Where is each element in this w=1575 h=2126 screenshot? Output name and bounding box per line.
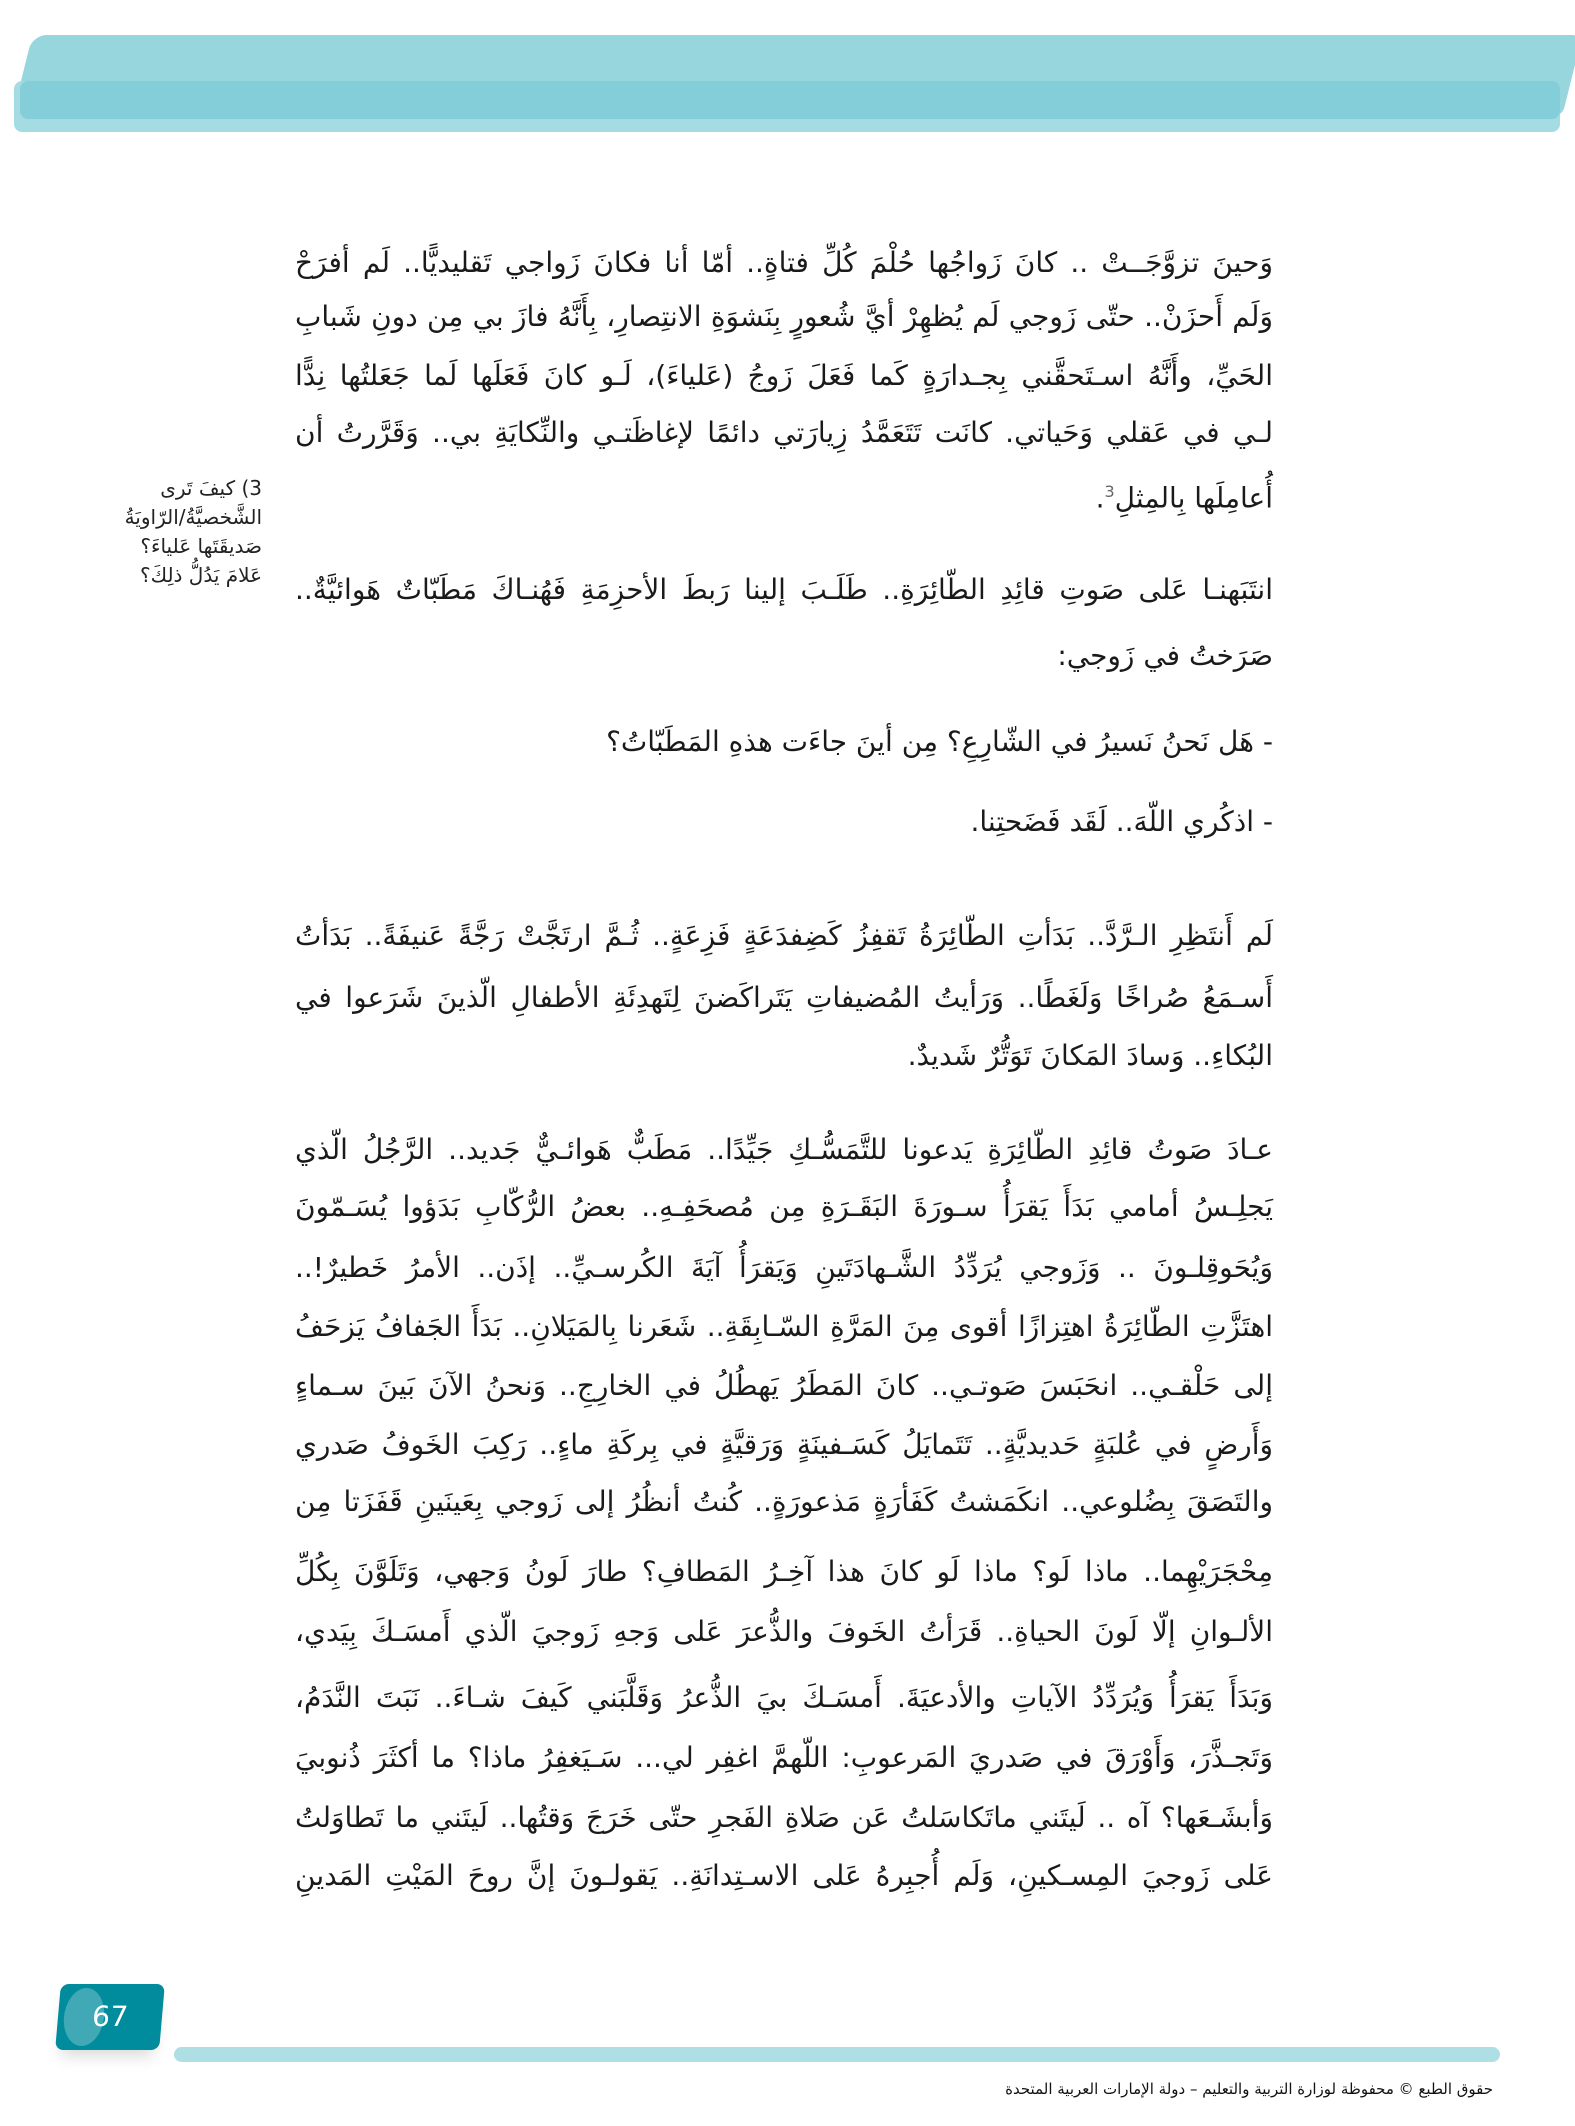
- text-line: لـي في عَقلي وَحَياتي. كانَت تَتَعَمَّدُ زِيارَتي دائمًا لإغاظَتـي والنِّكايَةِ بي.. وَقَرَّرتُ أن: [295, 416, 1273, 449]
- margin-question-line: صَديقَتَها عَلياءَ؟: [140, 534, 262, 558]
- text-line: وَأبشَـعَها؟ آه .. لَيتَني ماتَكاسَلتُ عَن صَلاةِ الفَجرِ حتّى خَرَجَ وَقتُها.. لَيتَني ما تَطاوَلتُ: [295, 1801, 1273, 1834]
- text-line: والتَصَقَ بِضُلوعي.. انكَمَشتُ كَفَأرَةٍ مَذعورَةٍ.. كُنتُ أنظُرُ إلى زَوجي بِعَينَينِ قَفَزَتا مِن: [295, 1485, 1273, 1518]
- text-line: إلى حَلْقـي.. انحَبَسَ صَوتـي.. كانَ المَطَرُ يَهطُلُ في الخارِجِ.. وَنحنُ الآنَ بَينَ سـماءٍ: [295, 1369, 1273, 1402]
- text-line: وَبَدَأَ يَقرَأُ وَيُرَدِّدُ الآياتِ والأدعيَةَ. أَمسَـكَ بيَ الذُّعرُ وَقَلَّبَني كَيفَ شـاءَ.. نَبَتَ النَّدَمُ،: [295, 1681, 1273, 1714]
- text-line: مِحْجَرَيْهِما.. ماذا لَو؟ ماذا لَو كانَ هذا آخِـرُ المَطافِ؟ طارَ لَونُ وَجهي، وَتَلَوَّنَ بِكُلِّ: [295, 1555, 1273, 1588]
- text-line: الحَيِّ، وأَنَّهُ اسـتَحقَّني بِجـدارَةٍ كَما فَعَلَ زَوجُ (عَلياءَ)، لَـو كانَ فَعَلَها لَما جَعَلتُها نِدًّا: [295, 359, 1273, 392]
- text-line: لَم أَنتَظِرِ الـرَّدَّ.. بَدَأتِ الطّائِرَةُ تَقفِزُ كَضِفدَعَةٍ فَزِعَةٍ.. ثُـمَّ ارتَجَّتْ رَجَّةً عَنيفَةً.. بَدَأتُ: [295, 919, 1273, 952]
- footer-band: [174, 2047, 1500, 2062]
- period: .: [1095, 481, 1105, 515]
- text-line: صَرَختُ في زَوجي:: [1057, 639, 1273, 672]
- dialogue-line: - اذكُري اللّهَ.. لَقَد فَضَحتِنا.: [970, 805, 1273, 838]
- text-line: البُكاءِ.. وَسادَ المَكانَ تَوَتُّرٌ شَديدٌ.: [907, 1039, 1273, 1072]
- page-number-badge: [55, 1984, 165, 2050]
- text-line: اهتَزَّتِ الطّائِرَةُ اهتِزازًا أقوى مِنَ المَرَّةِ السّـابِقَةِ.. شَعَرنا بِالمَيَلانِ.. بَدَأَ الجَفافُ يَزحَفُ: [295, 1310, 1273, 1343]
- text-line: عـادَ صَوتُ قائِدِ الطّائِرَةِ يَدعونا للتَّمَسُّـكِ جَيِّدًا.. مَطَبٌّ هَوائـيٌّ جَديد.. الرَّجُلُ الّذي: [295, 1133, 1273, 1166]
- margin-question-line: عَلامَ يَدُلُّ ذلِكَ؟: [139, 563, 262, 587]
- text-line: وَحينَ تزوَّجَــتْ .. كانَ زَواجُها حُلْمَ كُلِّ فتاةٍ.. أمّا أنا فكانَ زَواجي تَقليديًّا.. لَم أفرَحْ: [295, 246, 1273, 279]
- margin-question: [100, 474, 262, 590]
- text-line: [295, 472, 1273, 518]
- text-line: الألـوانِ إلّا لَونَ الحياةِ.. قَرَأتُ الخَوفَ والذُّعرَ عَلى وَجهِ زَوجيَ الّذي أَمسَـكَ بِيَدي،: [295, 1615, 1273, 1648]
- text-line: انتَبَهنـا عَلى صَوتِ قائِدِ الطّائِرَةِ.. طَلَـبَ إلينا رَبطَ الأحزِمَةِ فَهُنـاكَ مَطَبّاتٌ هَوائيَّةٌ..: [295, 573, 1273, 606]
- text-line: وَيُحَوقِلـونَ .. وَزَوجي يُرَدِّدُ الشَّـهادَتَينِ وَيَقرَأُ آيَةَ الكُرسـيِّ.. إذَن.. الأمرُ خَطيرٌ!..: [295, 1251, 1273, 1284]
- text-line-content: أُعامِلَها بِالمِثلِ: [1114, 481, 1273, 515]
- text-line: وَلَم أَحزَنْ.. حتّى زَوجي لَم يُظهِرْ أيَّ شُعورٍ بِنَشوَةِ الانتِصارِ، بِأَنَّهُ فازَ بي مِن دونِ شَبابِ: [295, 300, 1273, 333]
- text-line: عَلى زَوجيَ المِسـكينِ، وَلَم أُجبِرهُ عَلى الاسـتِدانَةِ.. يَقولـونَ إنَّ روحَ المَيْتِ المَدينِ: [295, 1859, 1273, 1892]
- footnote-marker: 3: [1104, 482, 1115, 501]
- page-number: 67: [90, 2000, 130, 2033]
- margin-question-line: الشَّخصيَّةُ/الرّاويَةُ: [124, 505, 262, 529]
- margin-question-line: 3) كيفَ تَرى: [160, 476, 262, 500]
- text-line: أَسـمَعُ صُراخًا وَلَغَطًا.. وَرَأيتُ المُضيفاتِ يَتَراكَضنَ لِتَهدِئَةِ الأطفالِ الّذينَ شَرَعوا في: [295, 981, 1273, 1014]
- text-line: يَجلِـسُ أمامي بَدَأَ يَقرَأُ سـورَةَ البَقَـرَةِ مِن مُصحَفِـهِ.. بعضُ الرُّكّابِ بَدَؤوا يُسَـمّونَ: [295, 1190, 1273, 1223]
- header-band: [12, 35, 1562, 132]
- text-line: وَأَرضٍ في عُلبَةٍ حَديديَّةٍ.. تَتَمايَلُ كَسَـفينَةٍ وَرَقيَّةٍ في بِركَةِ ماءٍ.. رَكِبَ الخَوفُ صَدري: [295, 1428, 1273, 1461]
- header-band-middle: [20, 81, 1560, 119]
- text-line: وَتَجـذَّرَ، وَأَوْرَقَ في صَدريَ المَرعوبِ: اللّهمَّ اغفِر لي... سَـيَغفِرُ ماذا؟ ما أكثَرَ ذُنوبيَ: [295, 1741, 1273, 1774]
- dialogue-line: - هَل نَحنُ نَسيرُ في الشّارِعِ؟ مِن أينَ جاءَت هذهِ المَطَبّاتُ؟: [606, 725, 1273, 758]
- copyright-notice: حقوق الطبع © محفوظة لوزارة التربية والتعليم – دولة الإمارات العربية المتحدة: [1005, 2080, 1493, 2098]
